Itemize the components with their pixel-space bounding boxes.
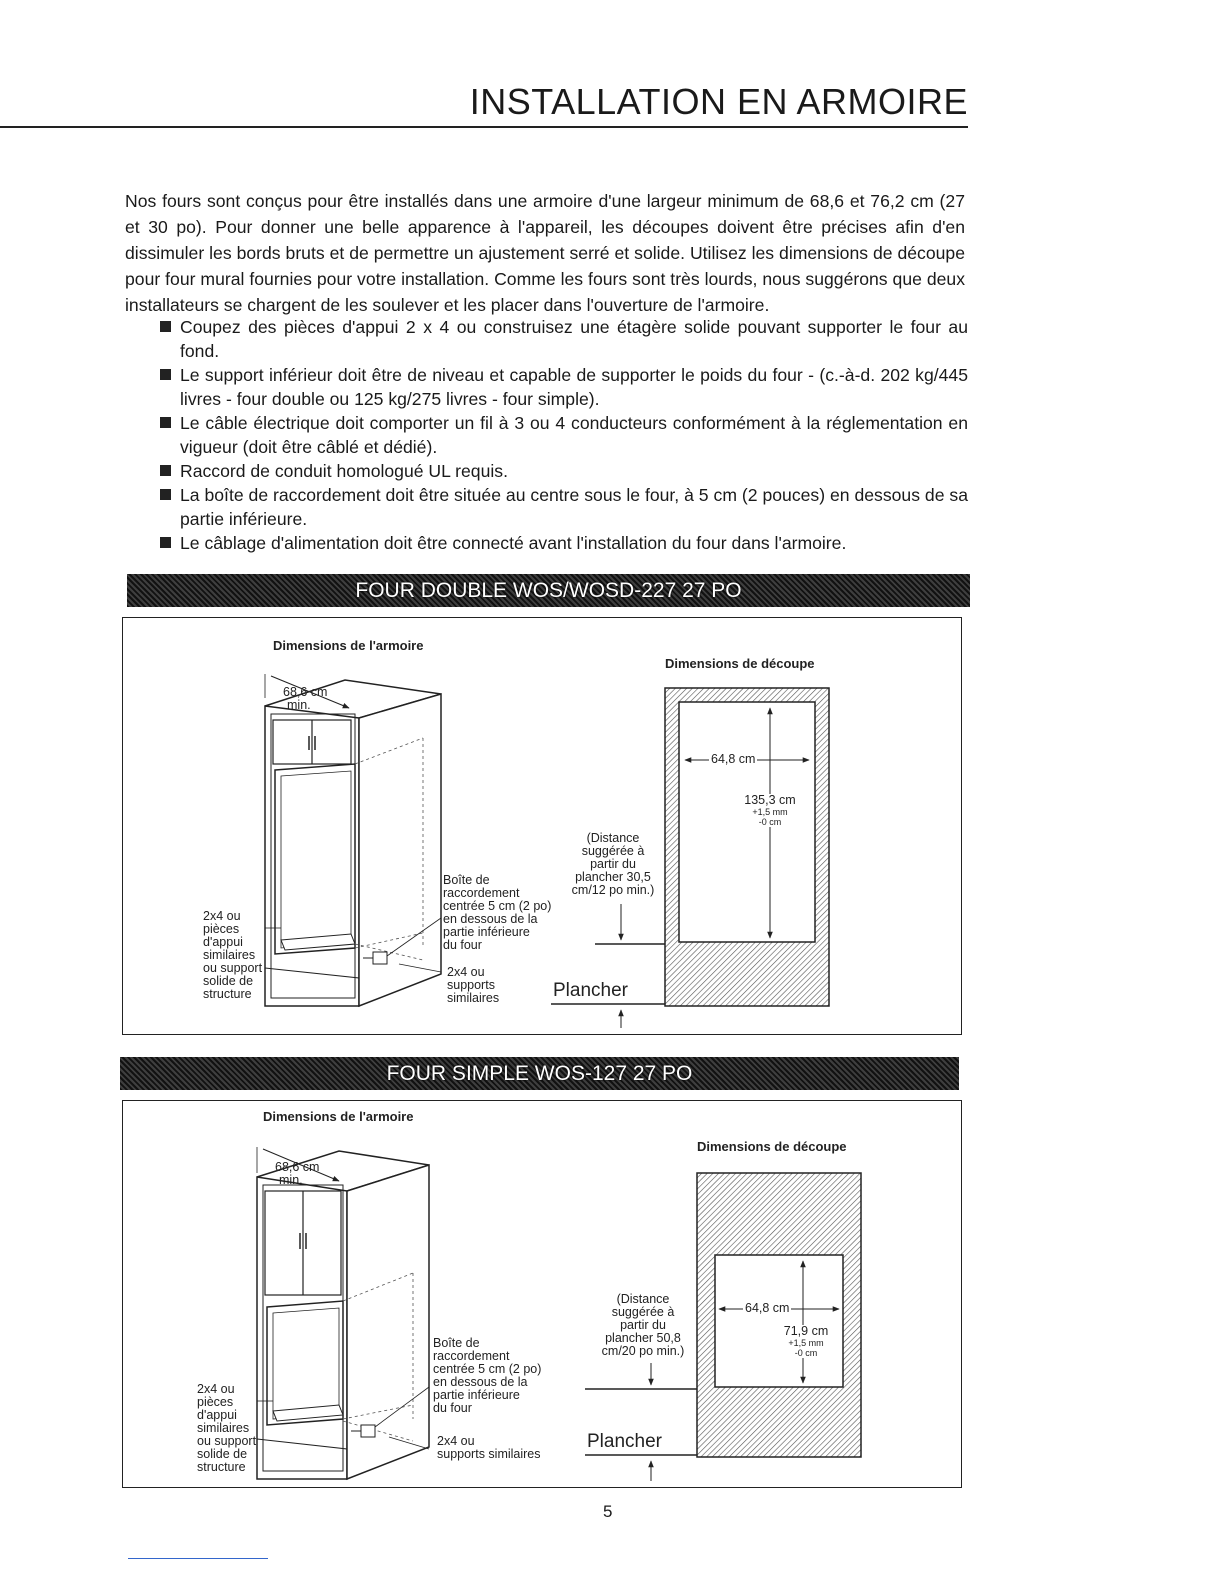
cutout-dimensions-heading: Dimensions de découpe [665, 656, 815, 671]
cutout-dimensions-heading: Dimensions de découpe [697, 1139, 847, 1154]
page-title: INSTALLATION EN ARMOIRE [0, 80, 968, 128]
cabinet-width-label: 68,6 cm min. [283, 685, 328, 712]
cutout-height-label: 135,3 cm +1,5 mm -0 cm [735, 794, 805, 827]
cutout-width-label: 64,8 cm [711, 752, 756, 766]
junction-box-label: Boîte de raccordement centrée 5 cm (2 po) en dessous de la partie inférieure du four [443, 873, 552, 952]
list-item: Le câblage d'alimentation doit être connecté avant l'installation du four dans l'armoire. [160, 531, 968, 555]
list-item: Le câble électrique doit comporter un fil à 3 ou 4 conducteurs conformément à la réglementation en vigueur (doit être câblé et dédié). [160, 411, 968, 459]
footer-rule [128, 1558, 268, 1559]
junction-box-label: Boîte de raccordement centrée 5 cm (2 po) en dessous de la partie inférieure du four [433, 1336, 542, 1415]
cutout-height-label: 71,9 cm +1,5 mm -0 cm [771, 1325, 841, 1358]
intro-paragraph: Nos fours sont conçus pour être installés dans une armoire d'une largeur minimum de 68,6 et 76,2 cm (27 et 30 po). Pour donner une belle apparence à l'appareil, les découpes doivent être précises afin d'en dissimuler les bords bruts et de permettre un ajustement serré et solide. Utilisez les dimensions de découpe pour four mural fournies pour votre installation. Comme les fours sont très lourds, nous suggérons que deux installateurs se chargent de les soulever et les placer dans l'ouverture de l'armoire. [125, 190, 965, 315]
floor-label: Plancher [587, 1431, 662, 1452]
support-2x4-label: 2x4 ou supports similaires [447, 965, 500, 1005]
support-2x4-label: 2x4 ou supports similaires [437, 1434, 541, 1461]
distance-label: (Distance suggérée à partir du plancher 50,8 cm/20 po min.) [601, 1292, 685, 1358]
support-pieces-label: 2x4 ou pièces d'appui similaires ou support solide de structure [203, 909, 263, 1001]
cabinet-dimensions-heading: Dimensions de l'armoire [263, 1109, 414, 1124]
page-number: 5 [603, 1502, 613, 1521]
bullet-square-icon [160, 369, 171, 380]
double-oven-panel [122, 617, 962, 1035]
list-item: La boîte de raccordement doit être située au centre sous le four, à 5 cm (2 pouces) en dessous de sa partie inférieure. [160, 483, 968, 531]
floor-label: Plancher [553, 980, 628, 1001]
cutout-width-label: 64,8 cm [745, 1301, 790, 1315]
simple-oven-band: FOUR SIMPLE WOS-127 27 PO [120, 1057, 959, 1090]
bullet-square-icon [160, 537, 171, 548]
list-item: Raccord de conduit homologué UL requis. [160, 459, 968, 483]
cabinet-width-label: 68,6 cm min. [275, 1160, 320, 1187]
support-pieces-label: 2x4 ou pièces d'appui similaires ou support solide de structure [197, 1382, 257, 1474]
double-cutout-drawing [123, 618, 961, 1034]
bullet-square-icon [160, 465, 171, 476]
double-oven-band: FOUR DOUBLE WOS/WOSD-227 27 PO [127, 574, 970, 607]
cabinet-dimensions-heading: Dimensions de l'armoire [273, 638, 424, 653]
bullet-square-icon [160, 417, 171, 428]
list-item: Le support inférieur doit être de niveau et capable de supporter le poids du four - (c.-à-d. 202 kg/445 livres - four double ou 125 kg/275 livres - four simple). [160, 363, 968, 411]
bullet-square-icon [160, 489, 171, 500]
distance-label: (Distance suggérée à partir du plancher 30,5 cm/12 po min.) [571, 831, 655, 897]
bullet-square-icon [160, 321, 171, 332]
requirements-list [160, 315, 968, 555]
list-item: Coupez des pièces d'appui 2 x 4 ou construisez une étagère solide pouvant supporter le four au fond. [160, 315, 968, 363]
simple-oven-panel [122, 1100, 962, 1488]
simple-cutout-drawing [123, 1101, 961, 1487]
